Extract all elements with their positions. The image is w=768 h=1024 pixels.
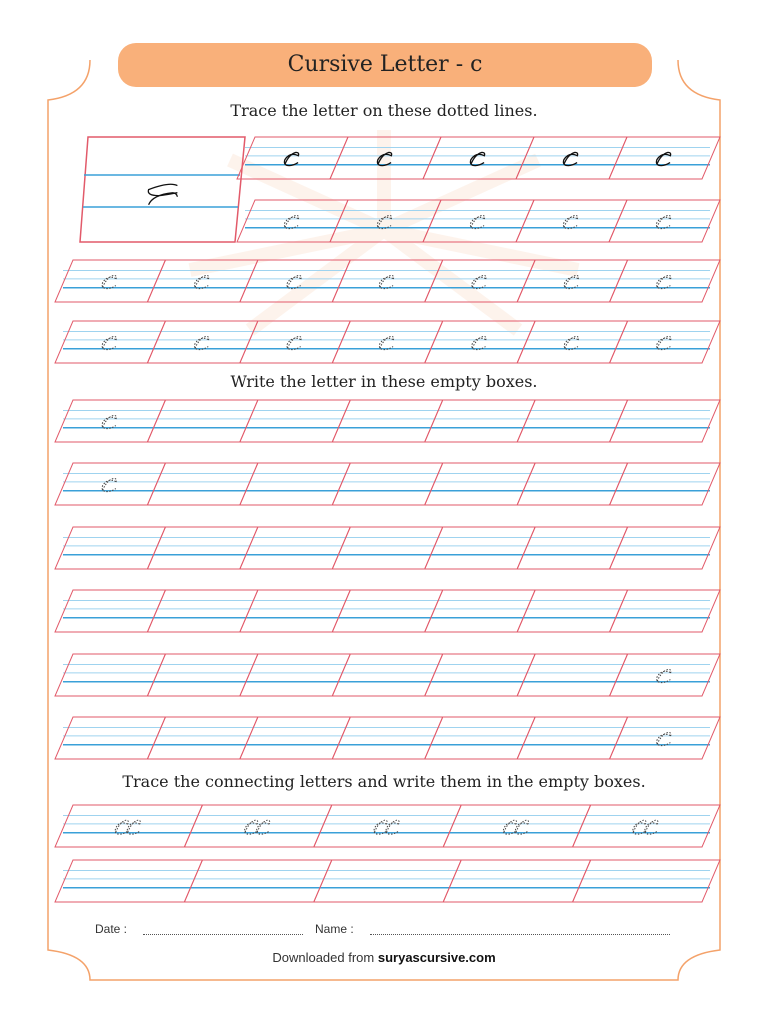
practice-box[interactable] <box>332 527 442 569</box>
practice-box[interactable] <box>517 527 627 569</box>
cursive-c-glyph <box>657 336 671 349</box>
write-instruction: Write the letter in these empty boxes. <box>230 372 538 391</box>
cursive-c-glyph <box>377 215 391 228</box>
site-name: suryascursive.com <box>377 950 496 965</box>
practice-box[interactable] <box>332 463 442 505</box>
practice-box[interactable] <box>330 137 441 179</box>
practice-box[interactable] <box>237 200 348 242</box>
practice-box[interactable] <box>425 321 535 363</box>
practice-box[interactable] <box>55 321 165 363</box>
practice-box[interactable] <box>147 260 257 302</box>
practice-box[interactable] <box>610 400 720 442</box>
cursive-c-glyph <box>564 336 578 349</box>
practice-box[interactable] <box>610 463 720 505</box>
practice-box[interactable] <box>516 200 627 242</box>
cursive-c-glyph <box>657 669 671 682</box>
practice-box[interactable] <box>610 717 720 759</box>
practice-box[interactable] <box>517 654 627 696</box>
practice-box[interactable] <box>240 654 350 696</box>
cursive-c-glyph <box>563 215 577 228</box>
practice-box[interactable] <box>332 654 442 696</box>
date-label: Date : <box>95 922 128 936</box>
practice-box[interactable] <box>425 717 535 759</box>
practice-box[interactable] <box>55 527 165 569</box>
practice-box[interactable] <box>237 137 348 179</box>
practice-box[interactable] <box>517 260 627 302</box>
practice-box[interactable] <box>147 400 257 442</box>
practice-box[interactable] <box>517 400 627 442</box>
download-credit <box>0 950 768 965</box>
practice-box[interactable] <box>425 654 535 696</box>
cursive-c-glyph <box>284 152 298 165</box>
cursive-c-glyph <box>148 184 177 205</box>
cursive-c-glyph <box>472 336 486 349</box>
cursive-c-glyph <box>102 415 116 428</box>
cursive-c-glyph <box>656 215 670 228</box>
practice-box[interactable] <box>517 717 627 759</box>
practice-box[interactable] <box>240 321 350 363</box>
practice-box[interactable] <box>425 590 535 632</box>
practice-box[interactable] <box>610 590 720 632</box>
name-label: Name : <box>315 922 354 936</box>
practice-box[interactable] <box>425 260 535 302</box>
cursive-c-glyph <box>472 275 486 288</box>
practice-box[interactable] <box>147 463 257 505</box>
practice-box[interactable] <box>330 200 441 242</box>
practice-box[interactable] <box>55 860 202 902</box>
practice-box[interactable] <box>314 860 461 902</box>
practice-box[interactable] <box>516 137 627 179</box>
download-prefix: Downloaded from <box>272 950 375 965</box>
practice-box[interactable] <box>332 717 442 759</box>
practice-box[interactable] <box>517 463 627 505</box>
practice-box[interactable] <box>609 200 720 242</box>
practice-box[interactable] <box>55 463 165 505</box>
practice-box[interactable] <box>332 260 442 302</box>
page-title: Cursive Letter - c <box>118 43 652 87</box>
practice-box[interactable] <box>517 590 627 632</box>
cursive-c-glyph <box>287 275 301 288</box>
practice-box[interactable] <box>55 260 165 302</box>
cursive-c-glyph <box>102 275 116 288</box>
practice-box[interactable] <box>517 321 627 363</box>
trace-instruction: Trace the letter on these dotted lines. <box>230 101 538 120</box>
practice-box[interactable] <box>610 527 720 569</box>
cursive-c-glyph <box>470 215 484 228</box>
cursive-c-glyph <box>564 275 578 288</box>
name-field[interactable] <box>370 922 670 935</box>
cursive-c-glyph <box>377 152 391 165</box>
practice-box[interactable] <box>147 590 257 632</box>
cursive-c-glyph <box>379 336 393 349</box>
practice-box[interactable] <box>240 260 350 302</box>
practice-box[interactable] <box>423 200 534 242</box>
practice-box[interactable] <box>55 590 165 632</box>
cursive-c-glyph <box>657 275 671 288</box>
practice-box[interactable] <box>425 463 535 505</box>
practice-box[interactable] <box>147 654 257 696</box>
demo-letter-box <box>80 137 245 242</box>
practice-box[interactable] <box>332 590 442 632</box>
cursive-c-glyph <box>102 336 116 349</box>
practice-box[interactable] <box>147 321 257 363</box>
practice-box[interactable] <box>332 400 442 442</box>
connect-instruction: Trace the connecting letters and write them in the empty boxes. <box>122 772 646 791</box>
practice-box[interactable] <box>147 717 257 759</box>
cursive-c-glyph <box>657 732 671 745</box>
cursive-c-glyph <box>284 215 298 228</box>
practice-box[interactable] <box>240 717 350 759</box>
practice-box[interactable] <box>610 321 720 363</box>
cursive-c-glyph <box>287 336 301 349</box>
practice-box[interactable] <box>610 654 720 696</box>
cursive-c-glyph <box>195 336 209 349</box>
practice-box[interactable] <box>332 321 442 363</box>
practice-box[interactable] <box>147 527 257 569</box>
cursive-c-glyph <box>102 478 116 491</box>
practice-box[interactable] <box>240 463 350 505</box>
practice-box[interactable] <box>240 590 350 632</box>
practice-box[interactable] <box>443 860 590 902</box>
practice-box[interactable] <box>573 860 720 902</box>
cursive-c-glyph <box>470 152 484 165</box>
practice-box[interactable] <box>423 137 534 179</box>
practice-box[interactable] <box>55 717 165 759</box>
practice-box[interactable] <box>609 137 720 179</box>
date-field[interactable] <box>143 922 303 935</box>
practice-box[interactable] <box>425 527 535 569</box>
footer-fields <box>0 922 768 942</box>
practice-box[interactable] <box>425 400 535 442</box>
practice-box[interactable] <box>55 400 165 442</box>
practice-box[interactable] <box>184 860 331 902</box>
practice-box[interactable] <box>240 400 350 442</box>
cursive-c-glyph <box>563 152 577 165</box>
cursive-c-glyph <box>195 275 209 288</box>
cursive-c-glyph <box>379 275 393 288</box>
practice-box[interactable] <box>610 260 720 302</box>
cursive-c-glyph <box>656 152 670 165</box>
practice-box[interactable] <box>240 527 350 569</box>
practice-box[interactable] <box>55 654 165 696</box>
